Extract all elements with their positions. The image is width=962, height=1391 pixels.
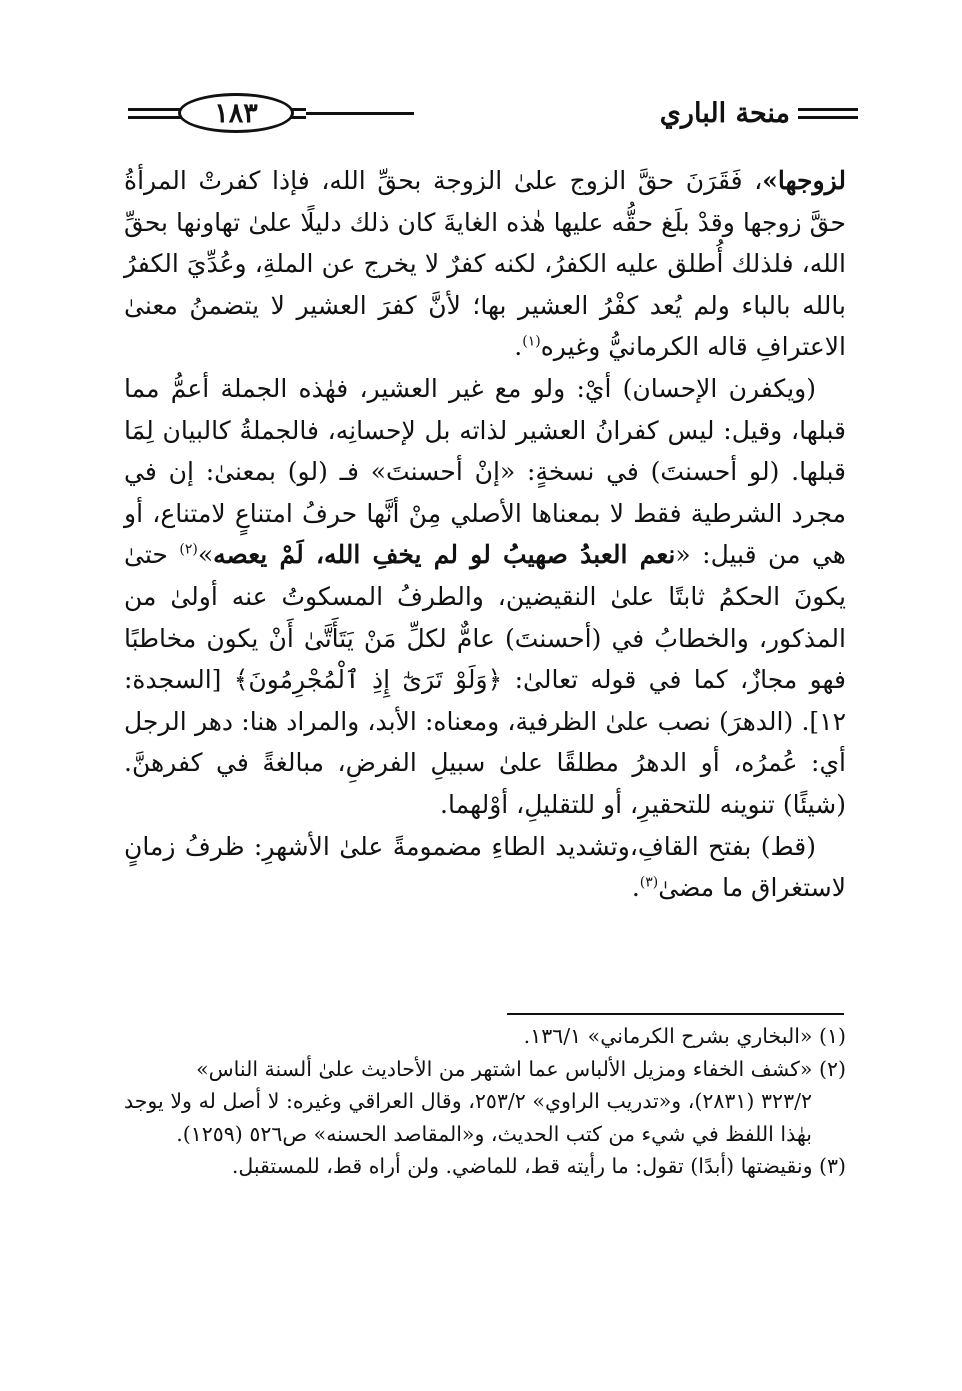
paragraph-2 [124, 368, 846, 826]
footnote-ref-1: (١) [522, 334, 541, 351]
running-title: منحة الباري [659, 98, 790, 129]
paragraph-2-text-b: حتىٰ يكونَ الحكمُ ثابتًا علىٰ النقيضين، والطرفُ المسكوتُ عنه أولىٰ من المذكور، والخطابُ في (أحسنتَ) عامٌّ لكلِّ مَنْ يَتَأَتَّىٰ أَنْ يكون مخاطبًا فهو مجازٌ، كما في قوله تعالىٰ: ﴿وَلَوْ تَرَىٰٓ إِذِ ٱلْمُجْرِمُونَ﴾ [السجدة: ١٢]. (الدهرَ) نصب علىٰ الظرفية، ومعناه: الأبد، والمراد هنا: دهر الرجل أي: عُمرُه، أو الدهرُ مطلقًا علىٰ سبيلِ الفرضِ، مبالغةً في كفرهنَّ.(شيئًا) تنوينه للتحقيرِ، أو للتقليلِ، أوْلهما. [124, 540, 846, 819]
paragraph-3-text: (قط) بفتح القافِ،وتشديد الطاءِ مضمومةً علىٰ الأشهرِ: ظرفُ زمانٍ لاستغراق ما مضىٰ [124, 831, 846, 903]
page-number: ١٨٣ [214, 97, 258, 129]
footnote-3: (٣) ونقيضتها (أبدًا) تقول: ما رأيته قط، للماضي. ولن أراه قط، للمستقبل. [231, 1154, 846, 1179]
footnote-2-first-line: (٢) «كشف الخفاء ومزيل الألباس عما اشتهر من الأحاديث علىٰ ألسنة الناس» [196, 1056, 846, 1081]
page-number-oval [178, 93, 294, 133]
header-rule-middle [306, 112, 414, 115]
paragraph-1 [124, 160, 846, 368]
quoted-saying: نعم العبدُ صهيبُ لو لم يخفِ الله، لَمْ يعصه [213, 540, 676, 570]
paragraph-1-end: . [514, 332, 523, 362]
footnotes [124, 1020, 846, 1183]
footnote-ref-3: (٣) [639, 874, 659, 891]
paragraph-2-quote-close: » [197, 540, 214, 570]
header-rule-right-top [798, 108, 858, 111]
footnote-1: (١) «البخاري بشرح الكرماني» ١٣٦/١. [523, 1024, 846, 1048]
header-rule-right-bottom [798, 116, 858, 119]
footnote-ref-2: (٢) [179, 542, 198, 559]
paragraph-3 [124, 826, 846, 909]
footnote-separator [507, 1013, 844, 1015]
paragraph-3-end: . [631, 873, 640, 903]
paragraph-1-text: ، فَقَرَنَ حقَّ الزوج علىٰ الزوجة بحقِّ الله، فإذا كفرتْ المرأةُ حقَّ زوجها وقدْ بلَغ حقُّه عليها هٰذه الغايةَ كان ذلك دليلًا علىٰ تهاونها بحقِّ الله، فلذلك أُطلق عليه الكفرُ، لكنه كفرٌ لا يخرج عن الملةِ، وعُدِّيَ الكفرُ بالله بالباء ولم يُعد كفْرُ العشير بها؛ لأنَّ كفرَ العشير لا يتضمنُ معنىٰ الاعترافِ قاله الكرمانيُّ وغيره [124, 166, 846, 362]
page-header [128, 92, 858, 142]
quoted-hadith-end: لزوجها» [762, 166, 846, 195]
main-text [124, 160, 846, 909]
paragraph-2-text-a: (ويكفرن الإحسان) أيْ: ولو مع غير العشير، فهٰذه الجملة أعمُّ مما قبلها، وقيل: ليس كفرانُ العشير لذاته بل لإحسانِه، فالجملةُ كالبيان لِمَا قبلها. (لو أحسنتَ) في نسخةٍ: «إنْ أحسنتَ» فـ (لو) بمعنىٰ: إن في مجرد الشرطية فقط لا بمعناها الأصلي مِنْ أنَّها حرفُ امتناعٍ لامتناع، أو هي من قبيل: « [124, 373, 846, 570]
footnote-2-continuation: ٣٢٣/٢ (٢٨٣١)، و«تدريب الراوي» ٢٥٣/٢، وقال العراقي وغيره: لا أصل له ولا يوجد بهٰذا اللفظ في شيء من كتب الحديث، و«المقاصد الحسنه» ص٥٢٦ (١٢٥٩). [124, 1089, 812, 1146]
